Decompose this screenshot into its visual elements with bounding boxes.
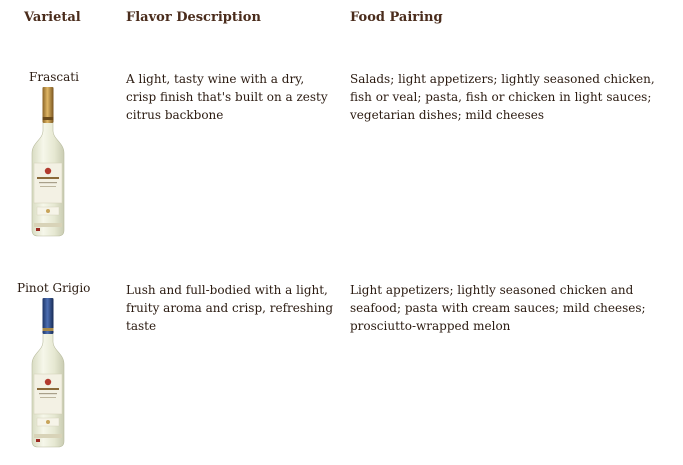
flavor-column-header: Flavor Description xyxy=(126,10,261,25)
flavor-description: A light, tasty wine with a dry, crisp finish that's built on a zesty citrus backbone xyxy=(126,72,328,122)
flavor-description: Lush and full-bodied with a light, fruity aroma and crisp, refreshing taste xyxy=(126,283,334,333)
wine-name: Pinot Grigio xyxy=(17,281,91,295)
wine-bottle-image xyxy=(28,298,68,448)
food-pairing: Salads; light appetizers; lightly seasoned chicken, fish or veal; pasta, fish or chicken in light sauces; vegetarian dishes; mild cheeses xyxy=(350,72,655,122)
food-column-header: Food Pairing xyxy=(350,10,443,25)
wine-row xyxy=(0,281,683,461)
wine-bottle-image xyxy=(28,87,68,237)
food-pairing: Light appetizers; lightly seasoned chicken and seafood; pasta with cream sauces; mild cheeses; prosciutto-wrapped melon xyxy=(350,283,646,333)
varietal-column-header: Varietal xyxy=(24,10,81,25)
wine-name: Frascati xyxy=(29,70,79,84)
wine-row xyxy=(0,70,683,245)
